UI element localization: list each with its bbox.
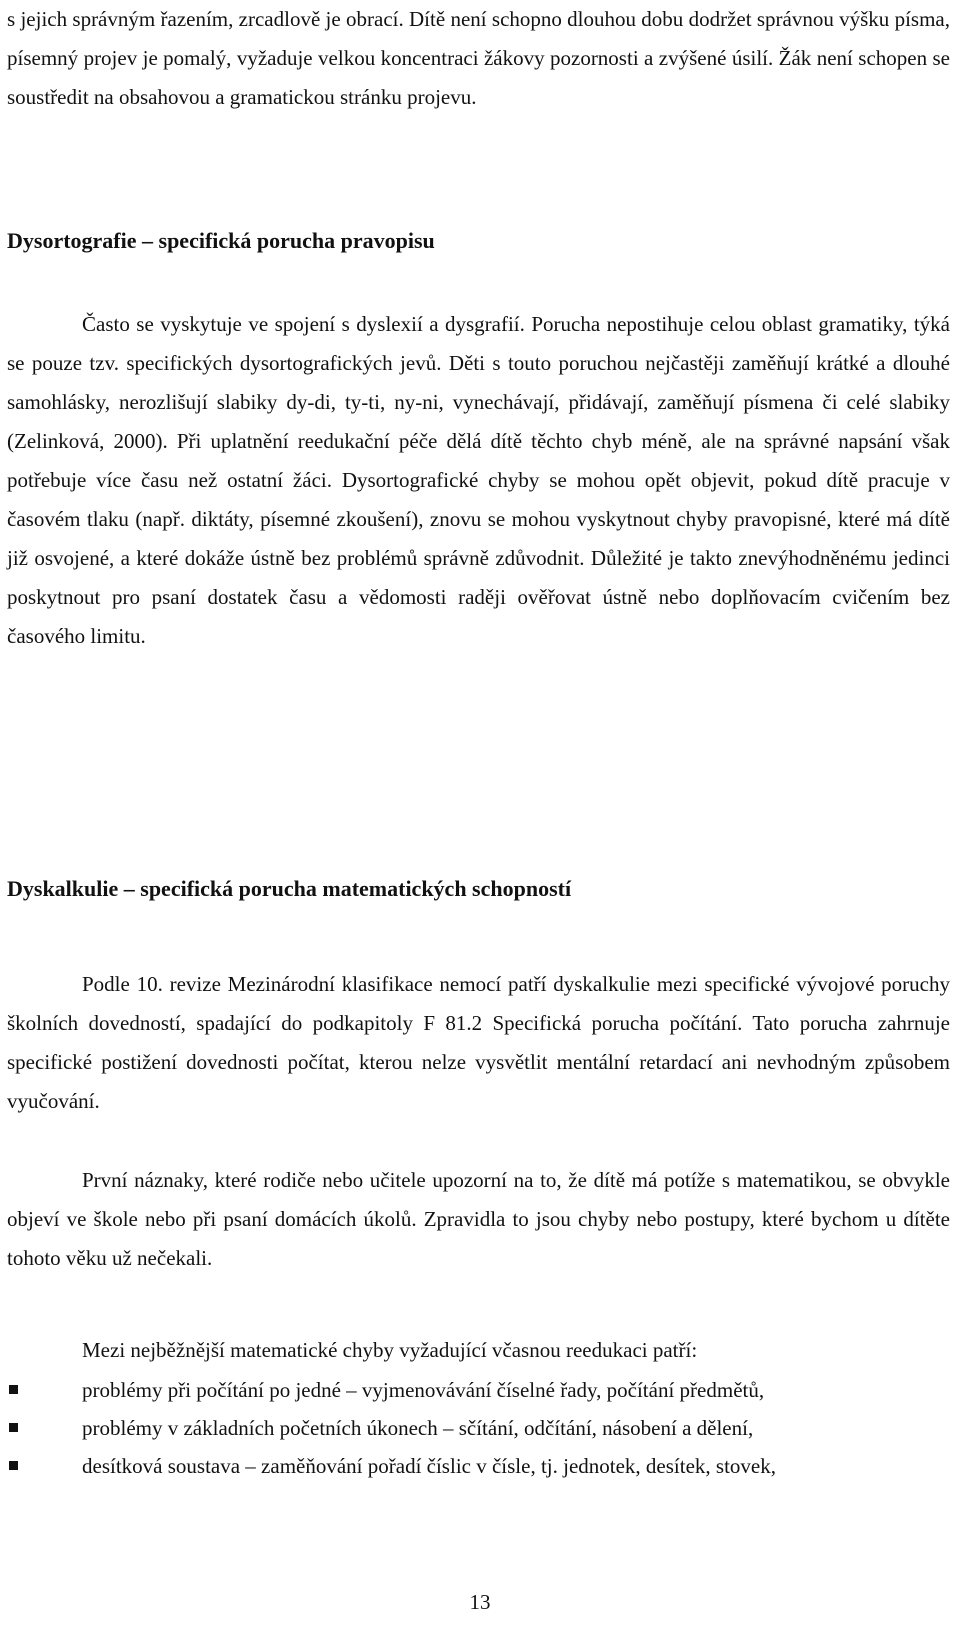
list-item — [7, 1448, 950, 1484]
paragraph-dyskalkulie-first-signs: První náznaky, které rodiče nebo učitele upozorní na to, že dítě má potíže s matematikou, se obvykle objeví ve škole nebo při psaní domácích úkolů. Zpravidla to jsou chyby nebo postupy, které bychom u dítěte tohoto věku už nečekali. — [7, 1168, 950, 1270]
heading-dyskalkulie: Dyskalkulie – specifická porucha matematických schopností — [7, 876, 572, 901]
page-number: 13 — [469, 1590, 491, 1614]
square-bullet-icon — [9, 1461, 18, 1470]
list-item — [7, 1372, 950, 1408]
heading-dysortografie: Dysortografie – specifická porucha pravopisu — [7, 228, 435, 253]
list-item-text: problémy při počítání po jedné – vyjmenovávání číselné řady, počítání předmětů, — [82, 1378, 765, 1402]
square-bullet-icon — [9, 1423, 18, 1432]
paragraph-dysgrafie-continuation: s jejich správným řazením, zrcadlově je obrací. Dítě není schopno dlouhou dobu dodržet správnou výšku písma, písemný projev je pomalý, vyžaduje velkou koncentraci žákovy pozornosti a zvýšené úsilí. Žák není schopen se soustředit na obsahovou a gramatickou stránku projevu. — [7, 7, 950, 109]
square-bullet-icon — [9, 1385, 18, 1394]
paragraph-dysortografie: Často se vyskytuje ve spojení s dyslexií a dysgrafií. Porucha nepostihuje celou oblast gramatiky, týká se pouze tzv. specifických dysortografických jevů. Děti s touto poruchou nejčastěji zaměňují krátké a dlouhé samohlásky, nerozlišují slabiky dy-di, ty-ti, ny-ni, vynechávají, přidávají, zaměňují písmena či celé slabiky (Zelinková, 2000). Při uplatnění reedukační péče dělá dítě těchto chyb méně, ale na správné napsání však potřebuje více času než ostatní žáci. Dysortografické chyby se mohou opět objevit, pokud dítě pracuje v časovém tlaku (např. diktáty, písemné zkoušení), znovu se mohou vyskytnout chyby pravopisné, které má dítě již osvojené, a které dokáže ústně bez problémů správně zdůvodnit. Důležité je takto znevýhodněnému jedinci poskytnout pro psaní dostatek času a vědomosti raději ověřovat ústně nebo doplňovacím cvičením bez časového limitu. — [7, 312, 950, 648]
list-item-text: problémy v základních početních úkonech – sčítání, odčítání, násobení a dělení, — [82, 1416, 754, 1440]
math-errors-list — [7, 1372, 950, 1486]
list-intro: Mezi nejběžnější matematické chyby vyžadující včasnou reedukaci patří: — [82, 1338, 698, 1362]
list-item-text: desítková soustava – zaměňování pořadí číslic v čísle, tj. jednotek, desítek, stovek, — [82, 1454, 776, 1478]
paragraph-dyskalkulie-definition: Podle 10. revize Mezinárodní klasifikace nemocí patří dyskalkulie mezi specifické vývojové poruchy školních dovedností, spadající do podkapitoly F 81.2 Specifická porucha počítání. Tato porucha zahrnuje specifické postižení dovednosti počítat, kterou nelze vysvětlit mentální retardací ani nevhodným způsobem vyučování. — [7, 972, 950, 1113]
list-item — [7, 1410, 950, 1446]
